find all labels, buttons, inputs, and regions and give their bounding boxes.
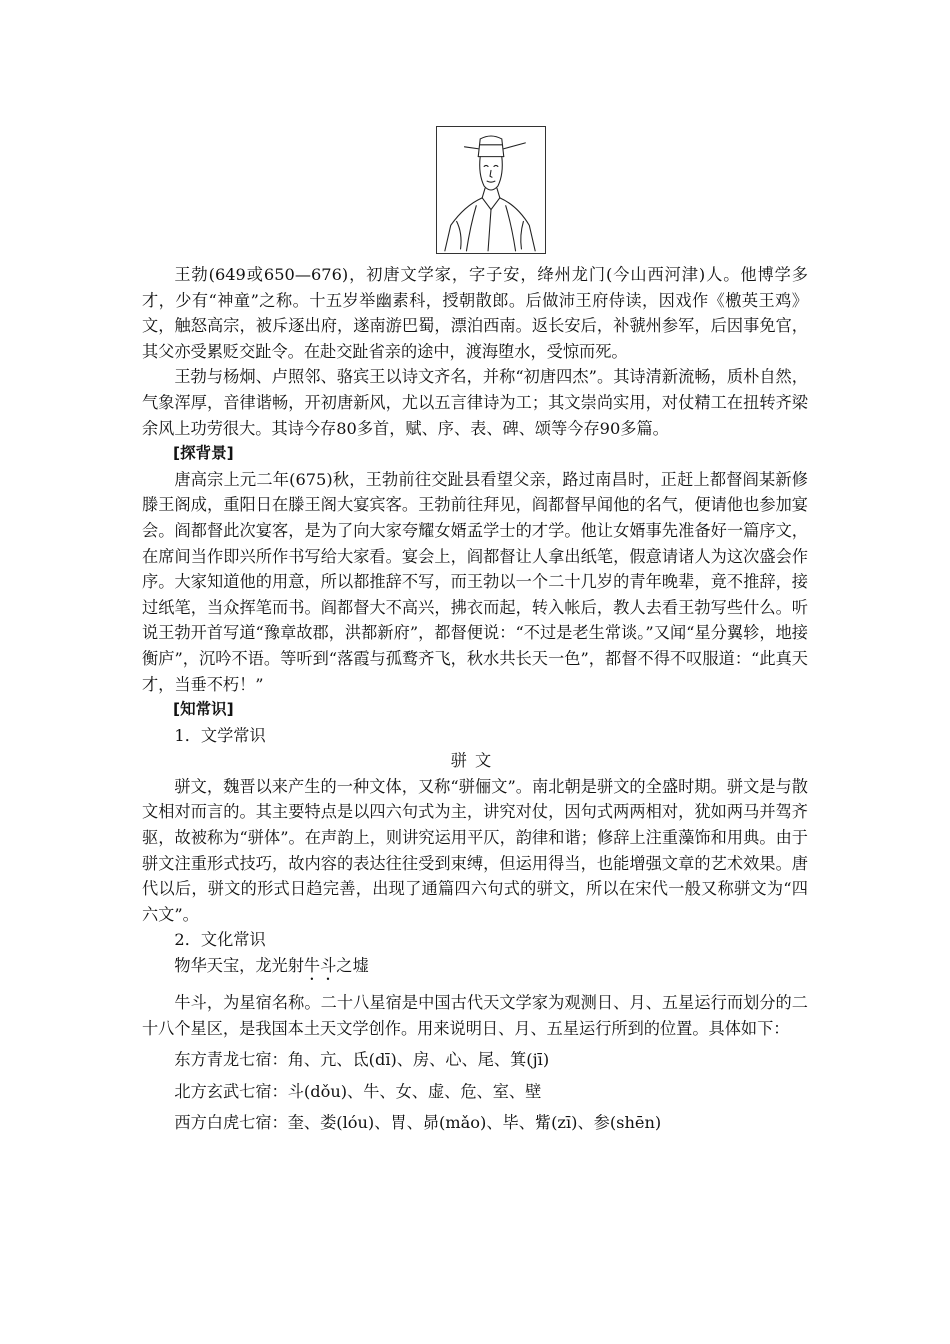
niudou-paragraph: 牛斗，为星宿名称。二十八星宿是中国古代天文学家为观测日、月、五星运行而划分的二十八个星区，是我国本土天文学创作。用来说明日、月、五星运行所到的位置。具体如下： — [142, 993, 808, 1038]
knowledge-heading: [知常识] — [173, 700, 234, 719]
article-body — [142, 262, 808, 1136]
pianwen-subtitle: 骈文 — [450, 751, 500, 771]
quote-post: 之墟 — [336, 956, 369, 976]
wang-bo-portrait — [436, 126, 546, 254]
quote-pre: 物华天宝，龙光射 — [174, 956, 304, 976]
background-paragraph: 唐高宗上元二年(675)秋，王勃前往交趾县看望父亲，路过南昌时，正赶上都督阎某新修滕王阁成，重阳日在滕王阁大宴宾客。王勃前往拜见，阎都督早闻他的名气，便请他也参加宴会。阎都督此次宴客，是为了向大家夸耀女婿孟学士的才学。他让女婿事先准备好一篇序文，在席间当作即兴所作书写给大家看。宴会上，阎都督让人拿出纸笔，假意请诸人为这次盛会作序。大家知道他的用意，所以都推辞不写，而王勃以一个二十几岁的青年晚辈，竟不推辞，接过纸笔，当众挥笔而书。阎都督大不高兴，拂衣而起，转入帐后，教人去看王勃写些什么。听说王勃开首写道“豫章故郡，洪都新府”，都督便说：“不过是老生常谈。”又闻“星分翼轸，地接衡庐”，沉吟不语。等听到“落霞与孤鹜齐飞，秋水共长天一色”，都督不得不叹服道：“此真天才，当垂不朽！” — [142, 469, 808, 694]
literary-knowledge-title: 1．文学常识 — [174, 725, 266, 745]
quote-line — [142, 953, 808, 984]
portrait-illustration — [437, 127, 545, 253]
east-constellations: 东方青龙七宿：角、亢、氐(dī)、房、心、尾、箕(jī) — [174, 1050, 550, 1070]
bio-paragraph-2: 王勃与杨炯、卢照邻、骆宾王以诗文齐名，并称“初唐四杰”。其诗清新流畅，质朴自然，气象浑厚，音律谐畅，开初唐新风，尤以五言律诗为工；其文崇尚实用，对仗精工在扭转齐梁余风上功劳很大。其诗今存80多首，赋、序、表、碑、颂等今存90多篇。 — [142, 367, 808, 438]
bio-paragraph-1: 王勃(649或650—676)，初唐文学家，字子安，绛州龙门(今山西河津)人。他博学多才，少有“神童”之称。十五岁举幽素科，授朝散郎。后做沛王府侍读，因戏作《檄英王鸡》文，触怒高宗，被斥逐出府，遂南游巴蜀，漂泊西南。返长安后，补虢州参军，后因事免官，其父亦受累贬交趾令。在赴交趾省亲的途中，渡海堕水，受惊而死。 — [142, 265, 808, 361]
west-constellations: 西方白虎七宿：奎、娄(lóu)、胃、昴(mǎo)、毕、觜(zī)、参(shēn) — [174, 1113, 662, 1133]
cultural-knowledge-title: 2．文化常识 — [174, 930, 266, 950]
pianwen-paragraph: 骈文，魏晋以来产生的一种文体，又称“骈俪文”。南北朝是骈文的全盛时期。骈文是与散文相对而言的。其主要特点是以四六句式为主，讲究对仗，因句式两两相对，犹如两马并驾齐驱，故被称为“骈体”。在声韵上，则讲究运用平仄，韵律和谐；修辞上注重藻饰和用典。由于骈文注重形式技巧，故内容的表达往往受到束缚，但运用得当，也能增强文章的艺术效果。唐代以后，骈文的形式日趋完善，出现了通篇四六句式的骈文，所以在宋代一般又称骈文为“四六文”。 — [142, 776, 808, 924]
background-heading: [探背景] — [173, 444, 234, 463]
quote-emphasis: 牛斗 — [303, 956, 337, 976]
north-constellations: 北方玄武七宿：斗(dǒu)、牛、女、虚、危、室、壁 — [174, 1081, 542, 1101]
